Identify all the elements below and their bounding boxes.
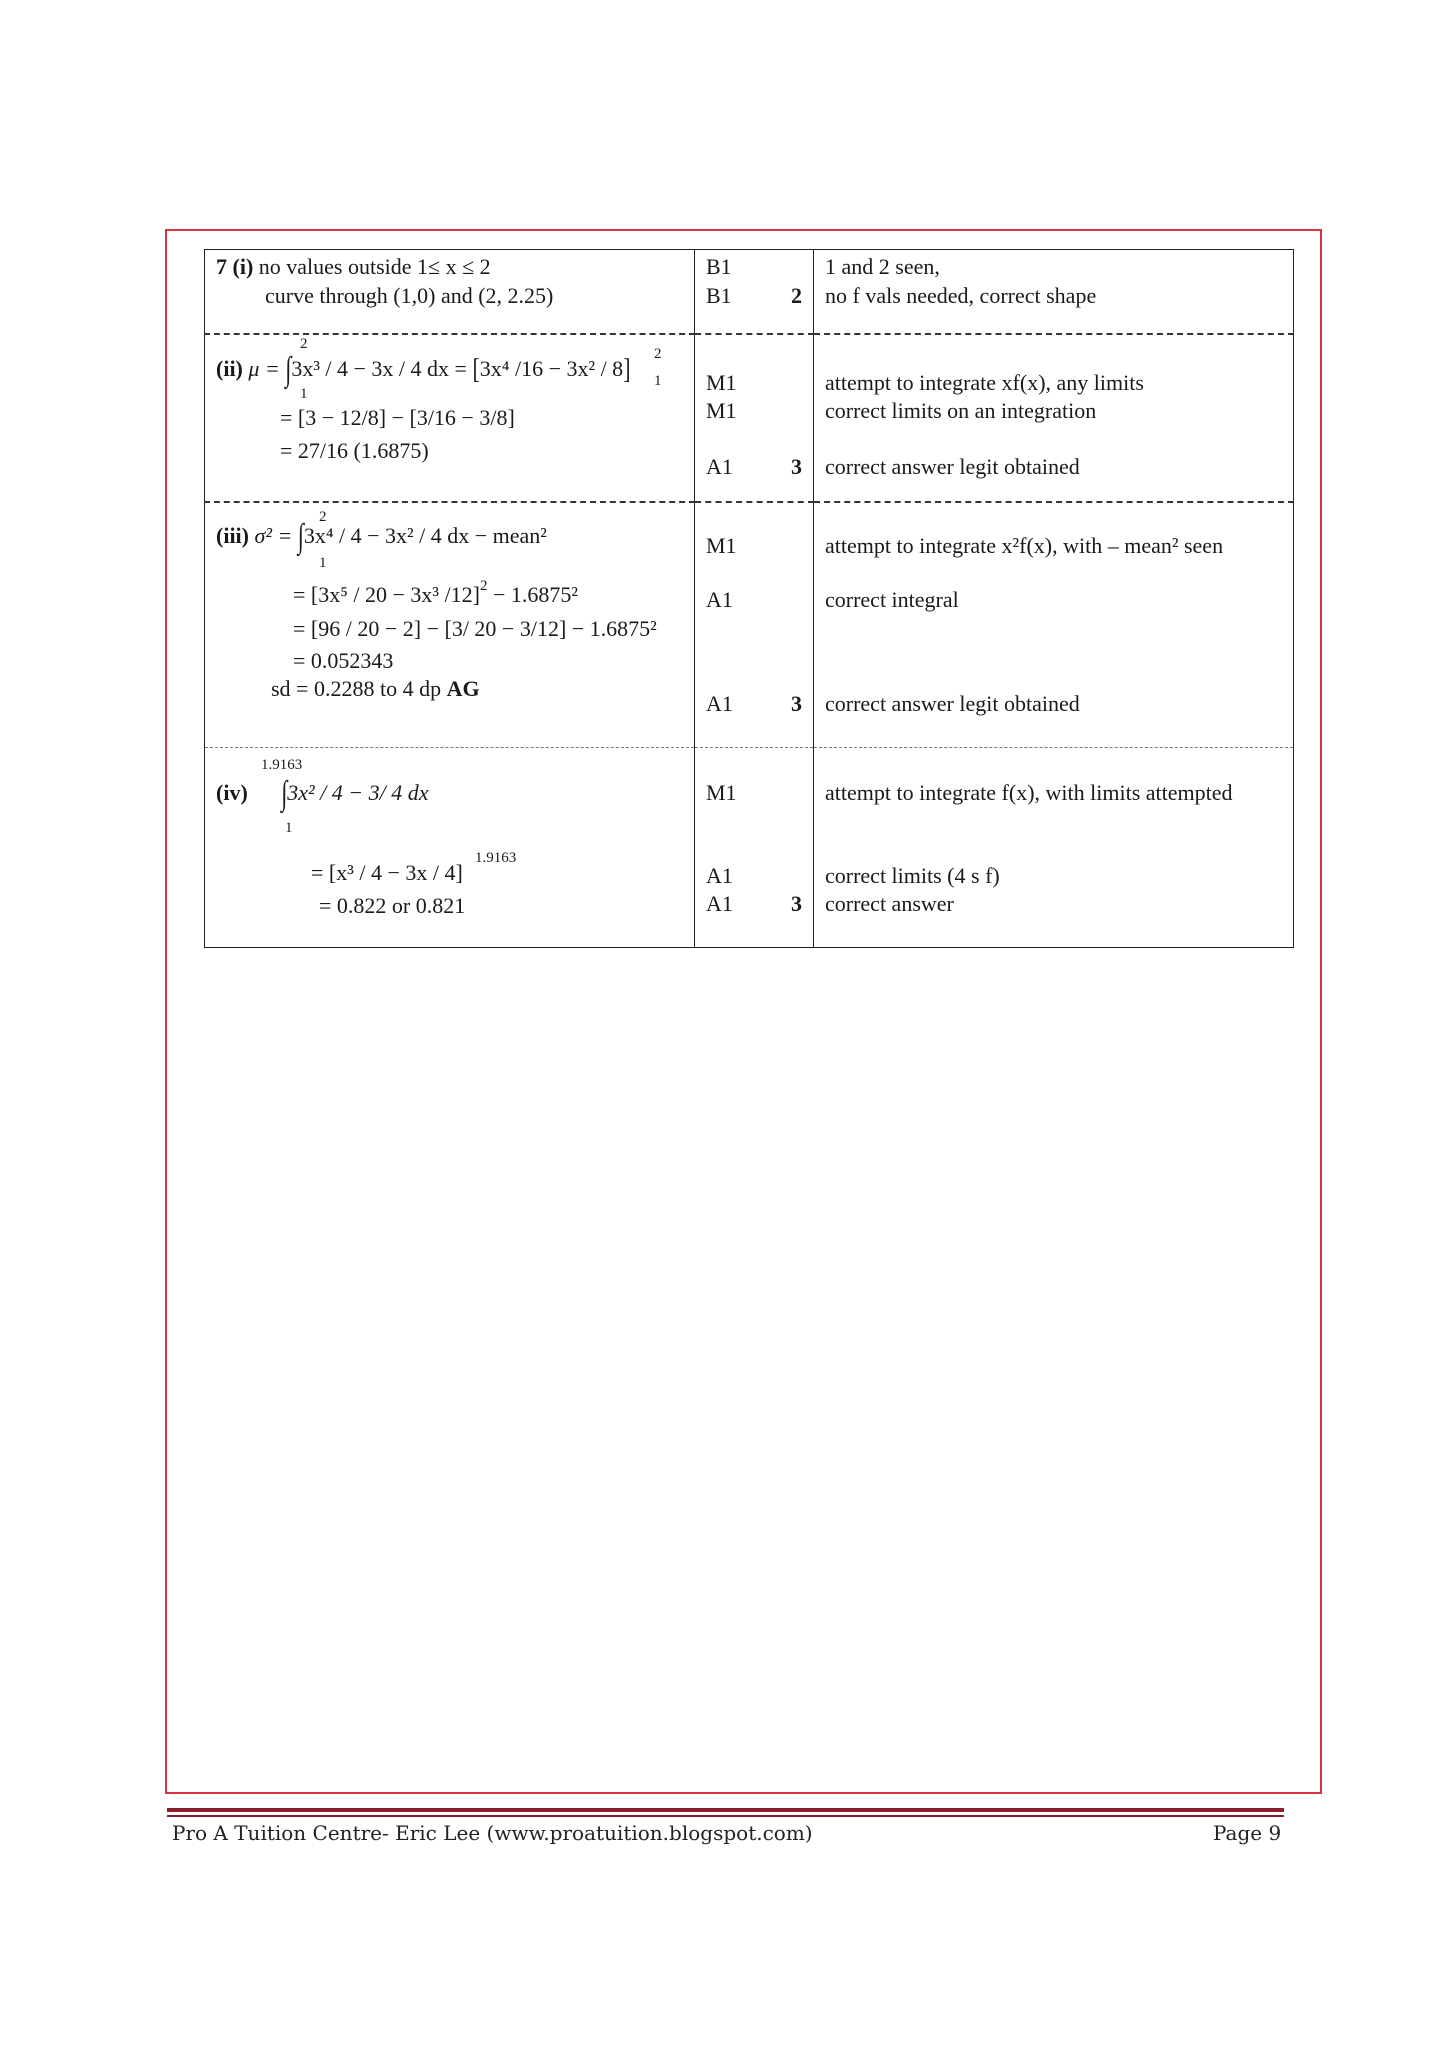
part-label: 7 (i)	[216, 254, 254, 279]
table-row-part-ii	[205, 334, 1294, 502]
integral-upper-limit: 1.9163	[261, 757, 303, 773]
mark-total: 3	[791, 891, 802, 916]
mark-code: M1	[706, 398, 737, 423]
answer-given-badge: AG	[446, 676, 480, 701]
mark-code: A1	[706, 891, 733, 916]
part-label: (ii)	[216, 356, 243, 381]
mark-code: A1	[706, 691, 733, 716]
equation: σ² =	[254, 523, 293, 548]
mark-code: M1	[706, 780, 737, 805]
equation: 3x⁴ / 4 − 3x² / 4 dx	[303, 523, 470, 548]
equation: − mean²	[474, 523, 547, 548]
footer-rule	[167, 1808, 1284, 1812]
marks-cell	[695, 748, 814, 948]
working-cell	[205, 748, 695, 948]
mark-total: 3	[791, 691, 802, 716]
part-label: (iv)	[216, 780, 248, 805]
equation: sd = 0.2288 to 4 dp	[271, 676, 442, 701]
part-label: (iii)	[216, 523, 249, 548]
comment: attempt to integrate x²f(x), with – mean² seen	[825, 533, 1224, 558]
integral-lower-limit: 1	[319, 555, 327, 571]
mark-code: M1	[706, 533, 737, 558]
comments-cell	[814, 502, 1294, 748]
page-number: Page 9	[1213, 1821, 1282, 1845]
equation: = [x³ / 4 − 3x / 4]	[311, 860, 463, 885]
mark-code: A1	[706, 587, 733, 612]
bracket-upper-limit: 1.9163	[475, 850, 517, 866]
equation: = 0.822 or 0.821	[319, 893, 466, 918]
equation: = 0.052343	[293, 648, 394, 673]
comment: attempt to integrate f(x), with limits attempted	[825, 780, 1233, 805]
comment: correct answer legit obtained	[825, 691, 1080, 716]
comment: correct limits (4 s f)	[825, 863, 1000, 888]
equation: = [3 − 12/8] − [3/16 − 3/8]	[280, 405, 515, 430]
working-cell	[205, 502, 695, 748]
integral-upper-limit: 2	[300, 336, 308, 352]
equation: = [3x⁵ / 20 − 3x³ /12]	[293, 582, 480, 607]
bracket-upper-limit: 2	[479, 578, 488, 594]
bracket-upper-limit: 2	[654, 346, 662, 362]
equation: 3x³ / 4 − 3x / 4 dx =	[291, 356, 467, 381]
marks-cell	[695, 250, 814, 335]
bracket-lower-limit: 1	[654, 373, 662, 389]
integral-lower-limit: 1	[285, 820, 293, 836]
mark-scheme-table	[204, 249, 1294, 948]
equation: 3x² / 4 − 3/ 4 dx	[287, 780, 429, 805]
comments-cell	[814, 250, 1294, 335]
integral-upper-limit: 2	[319, 509, 327, 525]
integral-sign-icon: ∫	[281, 773, 288, 812]
working-cell	[205, 250, 695, 335]
footer-text: Pro A Tuition Centre- Eric Lee (www.proatuition.blogspot.com)	[172, 1821, 813, 1845]
mark-code: A1	[706, 454, 733, 479]
table-row-part-iv	[205, 748, 1294, 948]
marks-cell	[695, 502, 814, 748]
mark-code: B1	[706, 254, 732, 279]
comment: no f vals needed, correct shape	[825, 283, 1097, 308]
mark-code: M1	[706, 370, 737, 395]
comment: attempt to integrate xf(x), any limits	[825, 370, 1144, 395]
equation: − 1.6875²	[492, 582, 578, 607]
comment: 1 and 2 seen,	[825, 254, 940, 279]
equation: = [96 / 20 − 2] − [3/ 20 − 3/12] − 1.6875²	[293, 616, 657, 641]
integral-sign-icon: ∫	[297, 516, 304, 555]
integral-lower-limit: 1	[300, 386, 308, 402]
bracket-icon: [	[472, 352, 480, 385]
comment: correct integral	[825, 587, 959, 612]
bracket-icon: ]	[623, 352, 631, 385]
comment: correct answer	[825, 891, 954, 916]
comments-cell	[814, 334, 1294, 502]
working-cell	[205, 334, 695, 502]
mark-code: A1	[706, 863, 733, 888]
working-line: curve through (1,0) and (2, 2.25)	[265, 283, 554, 308]
footer-rule	[167, 1815, 1284, 1817]
comment: correct answer legit obtained	[825, 454, 1080, 479]
working-line: no values outside 1≤ x ≤ 2	[258, 254, 491, 279]
table-row-part-iii	[205, 502, 1294, 748]
comment: correct limits on an integration	[825, 398, 1097, 423]
equation: μ =	[248, 356, 280, 381]
mark-total: 3	[791, 454, 802, 479]
comments-cell	[814, 748, 1294, 948]
mark-total: 2	[791, 283, 802, 308]
equation: = 27/16 (1.6875)	[280, 438, 429, 463]
integral-sign-icon: ∫	[285, 349, 292, 388]
table-row-part-i	[205, 250, 1294, 335]
marks-cell	[695, 334, 814, 502]
mark-code: B1	[706, 283, 732, 308]
equation: 3x⁴ /16 − 3x² / 8	[479, 356, 624, 381]
